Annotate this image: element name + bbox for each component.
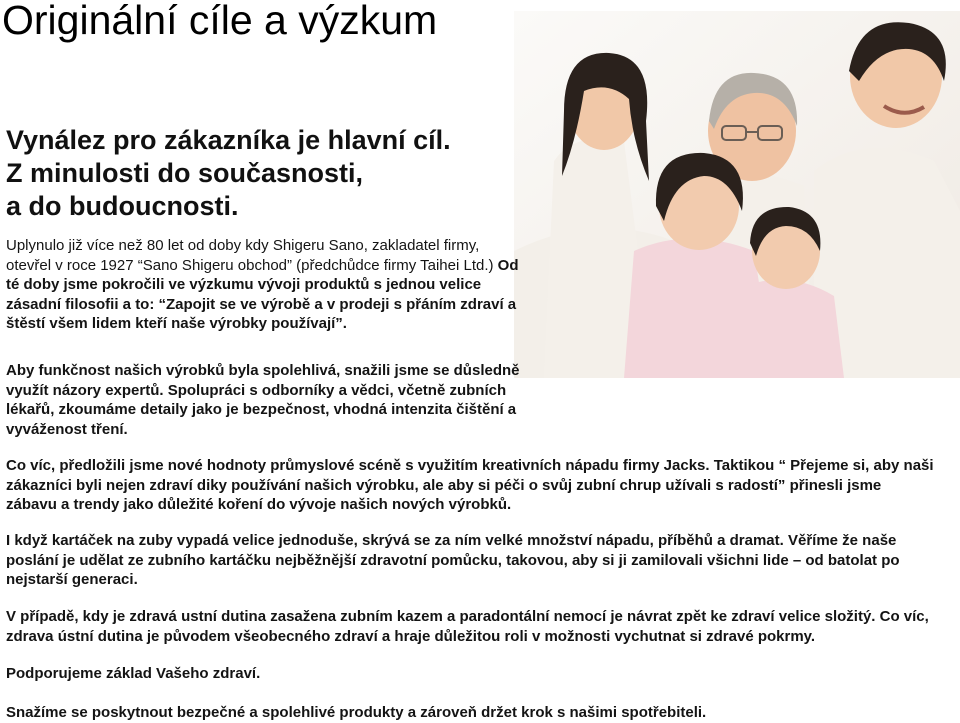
page-subtitle [6, 124, 526, 223]
support-paragraph: Podporujeme základ Vašeho zdraví. [6, 665, 261, 682]
subtitle-line: Vynález pro zákazníka je hlavní cíl. [6, 125, 451, 155]
oral-health-paragraph: V případě, kdy je zdravá ustní dutina zasažena zubním kazem a paradontální nemocí je návrat zpět ke zdraví velice složitý. Co víc, zdrava ústní dutina je původem všeobecného zdraví a hraje důležitou roli v možnosti vychutnat si zdravé pokrmy. [6, 608, 929, 645]
subtitle-line: Z minulosti do současnosti, [6, 158, 364, 188]
subtitle-line: a do budoucnosti. [6, 191, 239, 221]
toothbrush-paragraph: I když kartáček na zuby vypadá velice jednoduše, skrývá se za ním velké množství nápadu, příběhů a dramat. Věříme že naše poslání je udělat ze zubního kartáčku nejběžnější zdravotní pomůcku, takovou, aby si ji zamilovali všichni lide – od batolat po nejstarší generaci. [6, 532, 900, 588]
intro-paragraph [6, 236, 526, 334]
family-photo [514, 11, 960, 378]
page-title: Originální cíle a výzkum [2, 0, 438, 43]
experts-paragraph: Aby funkčnost našich výrobků byla spolehlivá, snažili jsme se důsledně využít názory expertů. Spolupráci s odborníky a vědci, včetně zubních lékařů, zkoumáme detaily jako je bezpečnost, vhodná intenzita čištění a vyváženost tření. [6, 362, 520, 438]
intro-text: Uplynulo již více než 80 let od doby kdy Shigeru Sano, zakladatel firmy, otevřel v roce 1927 “Sano Shigeru obchod” (předchůdce firmy Taihei Ltd.) [6, 237, 494, 274]
promise-paragraph: Snažíme se poskytnout bezpečné a spolehlivé produkty a zároveň držet krok s našimi spotřebiteli. [6, 704, 707, 721]
jacks-paragraph: Co víc, předložili jsme nové hodnoty průmyslové scéně s využitím kreativních nápadu firmy Jacks. Taktikou “ Přejeme si, aby naši zákazníci byli nejen zdraví diky používání našich výrobku, ale aby si péči o svůj zubní chrup užívali s radostí” přinesli jsme zábavu a trendy jako důležité koření do vývoje našich nových výrobků. [6, 457, 934, 513]
intro-text-bold: Od té doby jsme pokročili ve výzkumu vývoji produktů s jednou velice zásadní filosofii a to: “Zapojit se ve výrobě a v prodeji s přáním zdraví a štěstí všem lidem kteří naše výrobky používají”. [6, 256, 519, 332]
family-photo-illustration [514, 11, 960, 378]
